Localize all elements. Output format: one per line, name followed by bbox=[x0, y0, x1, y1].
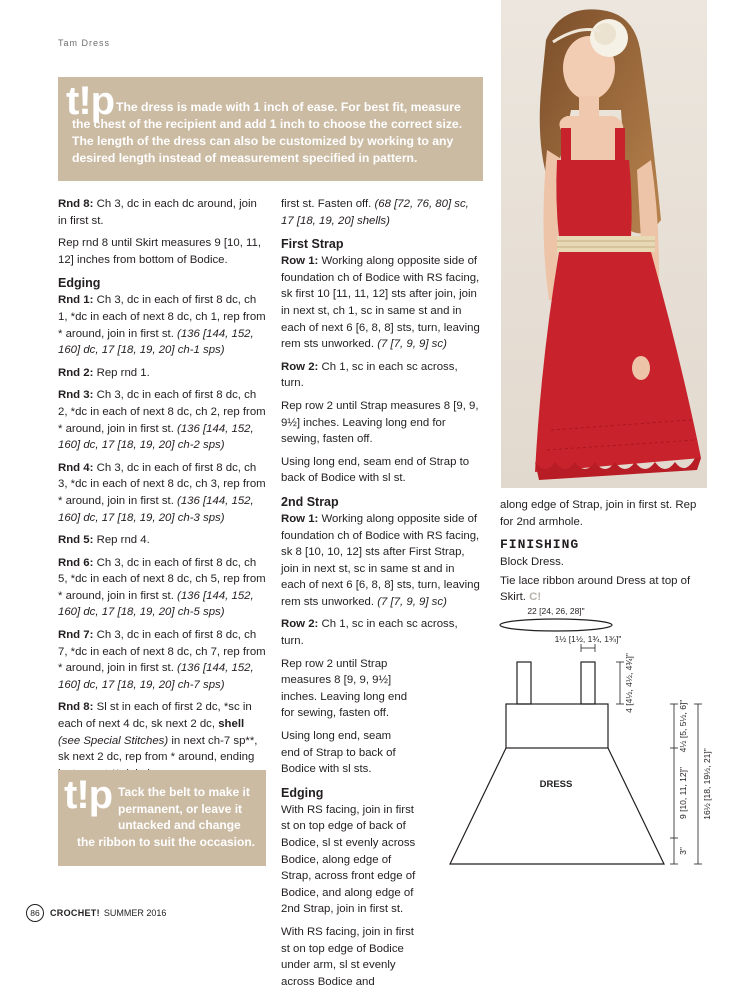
instruction-continued: first st. Fasten off. (68 [72, 76, 80] sc, 17 [18, 19, 20] shells) bbox=[281, 198, 469, 227]
instruction-edging-rnd1: Rnd 1: Ch 3, dc in each of first 8 dc, ch 1, *dc in each of next 8 dc, ch 1, rep from * around, join in first st. (136 [144, 152, 160] dc, 17 [18, 19, 20] ch-1 sps) bbox=[58, 294, 266, 357]
instructions-column-3 bbox=[500, 497, 710, 612]
section-heading-finishing: FINISHING bbox=[500, 537, 580, 553]
skirt-shape bbox=[450, 748, 664, 864]
dress-schematic bbox=[440, 598, 710, 878]
instruction-edging-1: With RS facing, join in first st on top edge of back of Bodice, sl st evenly across Bodice, along edge of Strap, across front edge of Bodice, and along edge of 2nd Strap, join in first st. bbox=[281, 803, 416, 916]
label-chest-width: 22 [24, 26, 28]" bbox=[527, 606, 585, 616]
tip-box-belt bbox=[58, 770, 266, 866]
magazine-issue: SUMMER 2016 bbox=[103, 908, 167, 918]
instruction-edging-rnd3: Rnd 3: Ch 3, dc in each of first 8 dc, ch 2, *dc in each of next 8 dc, ch 2, rep from * around, join in first st. (136 [144, 152, 160] dc, 17 [18, 19, 20] ch-2 sps) bbox=[58, 389, 266, 452]
instructions-column-1 bbox=[58, 196, 268, 788]
label-total-height: 16½ [18, 19½, 21]" bbox=[702, 748, 712, 820]
instruction-first-strap-row1: Row 1: Working along opposite side of foundation ch of Bodice with RS facing, sk first 10 [11, 11, 12] sts after join, join in next st, ch 1, sc in same st and in each of next 6 [6, 8, 8] sts, turn, leaving rem sts unworked. (7 [7, 9, 9] sc) bbox=[281, 255, 480, 351]
girl-in-red-dress-image bbox=[501, 0, 707, 488]
dress-photo bbox=[501, 0, 707, 488]
tip-logo: t!p bbox=[64, 773, 113, 817]
instruction-armhole: along edge of Strap, join in first st. Rep for 2nd armhole. bbox=[500, 499, 697, 528]
page-footer bbox=[26, 904, 166, 922]
section-heading-edging: Edging bbox=[58, 276, 101, 291]
section-heading-first-strap: First Strap bbox=[281, 237, 344, 252]
instruction-edging-rnd7: Rnd 7: Ch 3, dc in each of first 8 dc, ch 7, *dc in each of next 8 dc, ch 7, rep from * around, join in first st. (136 [144, 152, 160] dc, 17 [18, 19, 20] ch-7 sps) bbox=[58, 629, 266, 691]
instruction-first-strap-rep: Rep row 2 until Strap measures 8 [9, 9, 9½] inches. Leaving long end for sewing, fasten off. bbox=[281, 399, 479, 446]
instruction-first-strap-seam: Using long end, seam end of Strap to back of Bodice with sl st. bbox=[281, 455, 470, 485]
chest-circumference-shape bbox=[500, 619, 612, 631]
tip-text: The dress is made with 1 inch of ease. For best fit, measure the chest of the recipient and add 1 inch to choose the correct size. The length of the dress can also be customized by working to any desired length instead of measurement specified in pattern. bbox=[72, 100, 463, 165]
instruction-first-strap-row2: Row 2: Ch 1, sc in each sc across, turn. bbox=[281, 360, 458, 390]
instruction-second-strap-seam: Using long end, seam end of Strap to back of Bodice with sl sts. bbox=[281, 730, 396, 776]
instruction-rep-rnd8: Rep rnd 8 until Skirt measures 9 [10, 11, 12] inches from bottom of Bodice. bbox=[58, 237, 262, 266]
tip-text: Tack the belt to make it permanent, or leave it untacked and change the ribbon to suit the occasion. bbox=[76, 785, 255, 849]
label-strap-width: 1½ [1½, 1¾, 1¾]" bbox=[554, 634, 622, 644]
instruction-edging-2: With RS facing, join in first st on top edge of Bodice under arm, sl st evenly across Bodice and bbox=[281, 925, 414, 988]
instruction-edging-rnd8: Rnd 8: Sl st in each of first 2 dc, *sc in each of next 4 dc, sk next 2 dc, shell (see Special Stitches) in next ch-7 sp**, sk next 2 dc, rep from * around, ending bbox=[58, 701, 258, 764]
instruction-edging-rnd5: Rnd 5: Rep rnd 4. bbox=[58, 534, 150, 547]
section-heading-edging-2: Edging bbox=[281, 785, 324, 800]
instruction-edging-rnd2: Rnd 2: Rep rnd 1. bbox=[58, 366, 150, 379]
instruction-edging-rnd6: Rnd 6: Ch 3, dc in each of first 8 dc, ch 5, *dc in each of next 8 dc, ch 5, rep from * around, join in first st. (136 [144, 152, 160] dc, 17 [18, 19, 20] ch-5 sps) bbox=[58, 556, 266, 619]
section-heading-second-strap: 2nd Strap bbox=[281, 494, 339, 509]
instruction-rnd8: Rnd 8: Ch 3, dc in each dc around, join in first st. bbox=[58, 198, 257, 227]
tip-box-ease bbox=[58, 77, 483, 181]
tip-logo: t!p bbox=[66, 79, 115, 123]
instruction-second-strap-row1: Row 1: Working along opposite side of foundation ch of Bodice with RS facing, sk 8 [10, 10, 12] sts after First Strap, join in next st, sc in same st and in each of next 6 [6, 8, 8] sts, turn, leaving rem sts unworked. (7 [7, 9, 9] sc) bbox=[281, 512, 480, 608]
instruction-block: Block Dress. bbox=[500, 556, 564, 569]
end-mark: C! bbox=[529, 591, 542, 604]
page-header: Tam Dress bbox=[58, 38, 111, 48]
schematic-drawing bbox=[440, 598, 710, 878]
label-edging-height: 3" bbox=[678, 847, 688, 855]
bodice-shape bbox=[506, 704, 608, 748]
label-strap-height: 4 [4½, 4½, 4¾]" bbox=[624, 653, 634, 713]
page-number: 86 bbox=[26, 904, 44, 922]
label-skirt-height: 9 [10, 11, 12]" bbox=[678, 766, 688, 820]
instruction-tie: Tie lace ribbon around Dress at top of Skirt. C! bbox=[500, 574, 691, 604]
strap-left-shape bbox=[517, 662, 531, 704]
label-bodice-height: 4½ [5, 5½, 6]" bbox=[678, 699, 688, 753]
strap-right-shape bbox=[581, 662, 595, 704]
instruction-edging-rnd4: Rnd 4: Ch 3, dc in each of first 8 dc, ch 3, *dc in each of next 8 dc, ch 3, rep from * around, join in first st. (136 [144, 152, 160] dc, 17 [18, 19, 20] ch-3 sps) bbox=[58, 461, 266, 524]
instruction-second-strap-row2: Row 2: Ch 1, sc in each sc across, turn. bbox=[281, 618, 458, 648]
magazine-name: CROCHET! bbox=[50, 908, 100, 918]
instruction-second-strap-rep: Rep row 2 until Strap measures 8 [9, 9, 9½] inches. Leaving long end for sewing, fasten off. bbox=[281, 657, 408, 720]
label-dress: DRESS bbox=[539, 779, 573, 790]
